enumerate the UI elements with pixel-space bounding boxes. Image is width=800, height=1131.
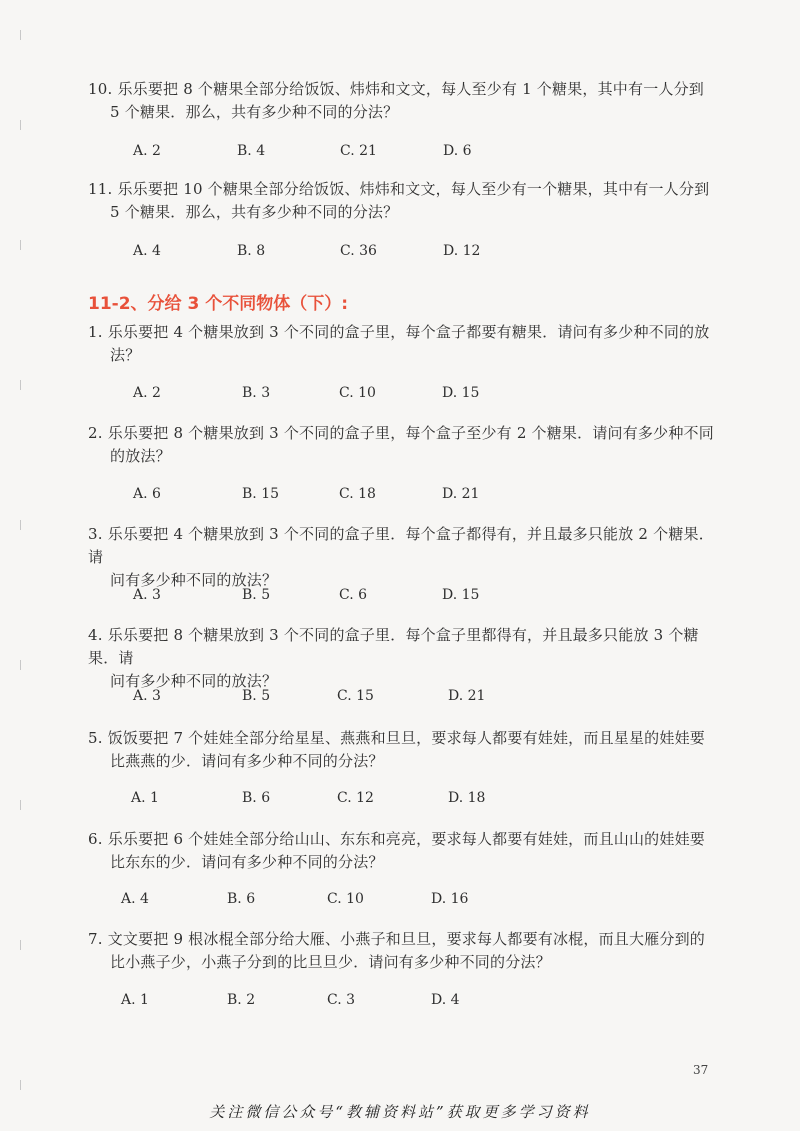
option-b[interactable]: B. 6 [227, 891, 256, 907]
question-6 [88, 828, 728, 874]
option-d[interactable]: D. 15 [442, 587, 480, 603]
options-q7 [0, 990, 800, 1010]
options-q10 [0, 141, 800, 161]
option-b[interactable]: B. 15 [242, 486, 280, 502]
question-text: 乐乐要把 4 个糖果放到 3 个不同的盒子里，每个盒子都要有糖果．请问有多少种不同的放 [107, 323, 710, 341]
option-d[interactable]: D. 12 [443, 243, 481, 259]
option-a[interactable]: A. 4 [121, 891, 149, 907]
option-c[interactable]: C. 12 [337, 790, 374, 806]
option-c[interactable]: C. 18 [339, 486, 376, 502]
section-title: 11-2、分给 3 个不同物体（下）: [88, 294, 349, 314]
option-d[interactable]: D. 4 [431, 992, 460, 1008]
option-d[interactable]: D. 6 [443, 143, 472, 159]
option-b[interactable]: B. 6 [242, 790, 271, 806]
question-text: 乐乐要把 8 个糖果放到 3 个不同的盒子里，每个盒子至少有 2 个糖果．请问有多少种不同 [107, 424, 714, 442]
question-number: 11. [88, 180, 113, 198]
question-number: 5. [88, 729, 103, 747]
option-d[interactable]: D. 18 [448, 790, 486, 806]
question-text-cont: 比东东的少．请问有多少种不同的分法？ [110, 853, 384, 871]
question-11 [88, 178, 728, 224]
option-d[interactable]: D. 21 [442, 486, 480, 502]
option-c[interactable]: C. 36 [340, 243, 377, 259]
question-text: 饭饭要把 7 个娃娃全部分给星星、燕燕和旦旦，要求每人都要有娃娃，而且星星的娃娃要 [107, 729, 705, 747]
option-b[interactable]: B. 4 [237, 143, 266, 159]
option-b[interactable]: B. 5 [242, 688, 271, 704]
question-2 [88, 422, 728, 468]
options-q6 [0, 889, 800, 909]
option-b[interactable]: B. 2 [227, 992, 256, 1008]
binding-mark [20, 940, 21, 950]
question-number: 2. [88, 424, 103, 442]
option-b[interactable]: B. 5 [242, 587, 271, 603]
option-c[interactable]: C. 6 [339, 587, 368, 603]
question-text: 文文要把 9 根冰棍全部分给大雁、小燕子和旦旦，要求每人都要有冰棍，而且大雁分到的 [107, 930, 705, 948]
question-text-cont: 问有多少种不同的放法？ [110, 672, 278, 690]
footer-note: 关注微信公众号“教辅资料站”获取更多学习资料 [209, 1103, 591, 1121]
option-a[interactable]: A. 1 [131, 790, 159, 806]
options-q5 [0, 788, 800, 808]
option-c[interactable]: C. 21 [340, 143, 377, 159]
question-text-cont: 问有多少种不同的放法？ [110, 571, 278, 589]
question-number: 3. [88, 525, 103, 543]
binding-mark [20, 520, 21, 530]
option-a[interactable]: A. 3 [133, 688, 161, 704]
binding-mark [20, 120, 21, 130]
option-c[interactable]: C. 3 [327, 992, 356, 1008]
question-10 [88, 78, 728, 124]
question-1 [88, 321, 728, 367]
question-5 [88, 727, 728, 773]
option-a[interactable]: A. 2 [133, 143, 161, 159]
question-3 [88, 523, 728, 592]
question-number: 10. [88, 80, 113, 98]
options-q11 [0, 241, 800, 261]
question-text: 乐乐要把 6 个娃娃全部分给山山、东东和亮亮，要求每人都要有娃娃，而且山山的娃娃要 [107, 830, 705, 848]
option-c[interactable]: C. 15 [337, 688, 374, 704]
option-b[interactable]: B. 3 [242, 385, 271, 401]
question-number: 4. [88, 626, 103, 644]
binding-mark [20, 1080, 21, 1090]
option-d[interactable]: D. 21 [448, 688, 486, 704]
option-d[interactable]: D. 16 [431, 891, 469, 907]
question-text-cont: 法？ [110, 346, 141, 364]
question-text: 乐乐要把 8 个糖果放到 3 个不同的盒子里．每个盒子里都得有，并且最多只能放 3 个糖果．请 [88, 626, 699, 667]
question-number: 1. [88, 323, 103, 341]
option-c[interactable]: C. 10 [339, 385, 376, 401]
option-a[interactable]: A. 2 [133, 385, 161, 401]
option-b[interactable]: B. 8 [237, 243, 266, 259]
question-text-cont: 比小燕子少，小燕子分到的比旦旦少．请问有多少种不同的分法？ [110, 953, 551, 971]
options-q3 [0, 585, 800, 605]
question-text: 乐乐要把 4 个糖果放到 3 个不同的盒子里．每个盒子都得有，并且最多只能放 2 个糖果．请 [88, 525, 714, 566]
page-number: 37 [693, 1063, 709, 1077]
question-7 [88, 928, 728, 974]
question-number: 6. [88, 830, 103, 848]
question-text-cont: 5 个糖果．那么，共有多少种不同的分法？ [110, 203, 399, 221]
options-q4 [0, 686, 800, 706]
option-a[interactable]: A. 4 [133, 243, 161, 259]
question-4 [88, 624, 728, 693]
question-text: 乐乐要把 8 个糖果全部分给饭饭、炜炜和文文，每人至少有 1 个糖果，其中有一人分到 [117, 80, 705, 98]
question-text-cont: 比燕燕的少．请问有多少种不同的分法？ [110, 752, 384, 770]
question-text-cont: 的放法？ [110, 447, 171, 465]
option-a[interactable]: A. 6 [133, 486, 161, 502]
question-number: 7. [88, 930, 103, 948]
option-c[interactable]: C. 10 [327, 891, 364, 907]
option-a[interactable]: A. 3 [133, 587, 161, 603]
question-text: 乐乐要把 10 个糖果全部分给饭饭、炜炜和文文，每人至少有一个糖果，其中有一人分到 [117, 180, 710, 198]
question-text-cont: 5 个糖果．那么，共有多少种不同的分法？ [110, 103, 399, 121]
option-a[interactable]: A. 1 [121, 992, 149, 1008]
binding-mark [20, 30, 21, 40]
binding-mark [20, 660, 21, 670]
option-d[interactable]: D. 15 [442, 385, 480, 401]
options-q2 [0, 484, 800, 504]
options-q1 [0, 383, 800, 403]
